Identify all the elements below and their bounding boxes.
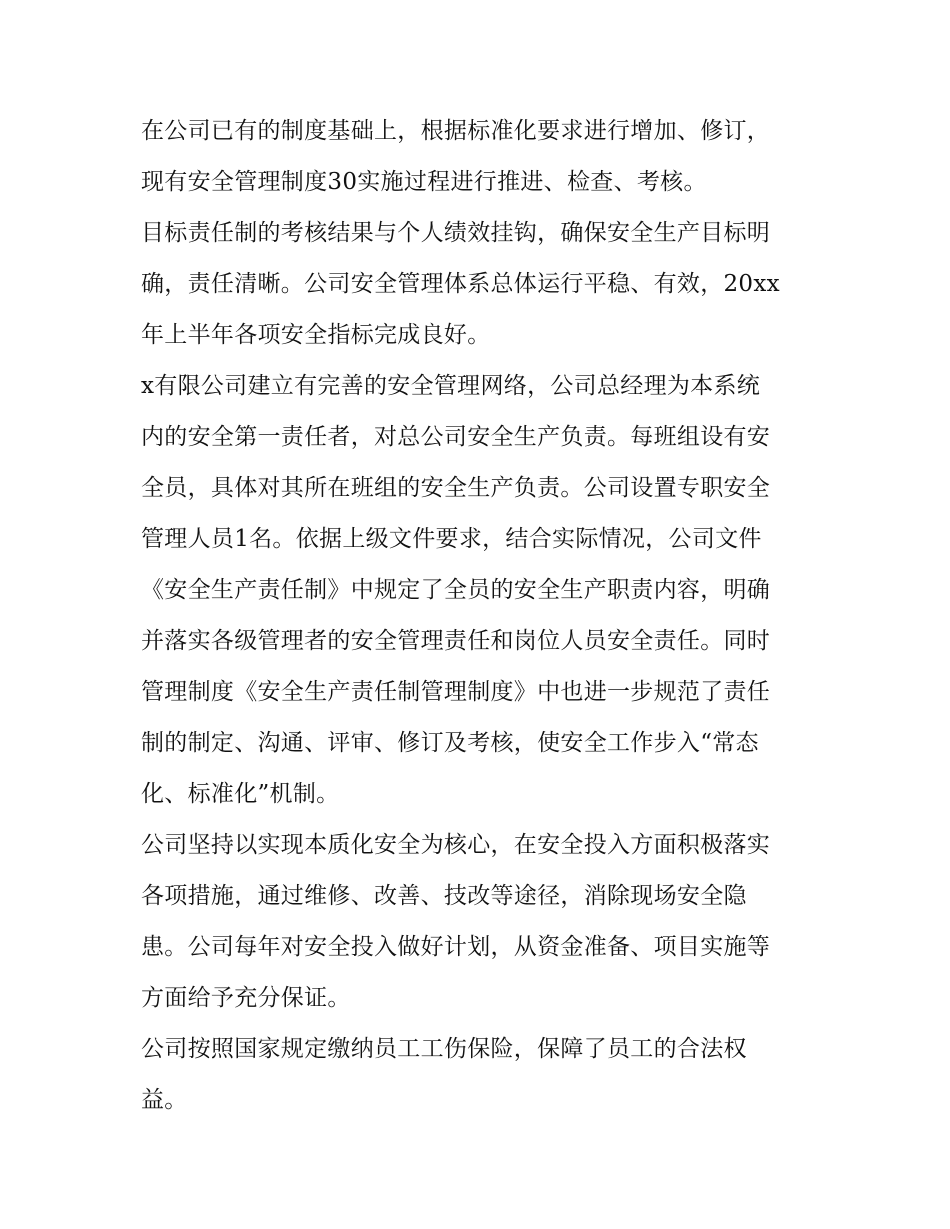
text-line: 并落实各级管理者的安全管理责任和岗位人员安全责任。同时: [141, 628, 771, 654]
document-body: [141, 106, 821, 1126]
text-line: 在公司已有的制度基础上，根据标准化要求进行增加、修订，: [141, 118, 771, 144]
text-line: 确，责任清晰。公司安全管理体系总体运行平稳、有效，20xx: [141, 271, 780, 297]
text-line: 方面给予充分保证。: [141, 985, 351, 1011]
text-line: 现有安全管理制度30实施过程进行推进、检查、考核。: [141, 169, 707, 195]
text-line: 管理制度《安全生产责任制管理制度》中也进一步规范了责任: [141, 679, 771, 705]
text-line: 患。公司每年对安全投入做好计划，从资金准备、项目实施等: [141, 934, 771, 960]
text-line: 各项措施，通过维修、改善、技改等途径，消除现场安全隐: [141, 883, 747, 909]
text-line: 管理人员1名。依据上级文件要求，结合实际情况，公司文件: [141, 526, 762, 552]
text-line: 目标责任制的考核结果与个人绩效挂钩，确保安全生产目标明: [141, 220, 771, 246]
text-line: 制的制定、沟通、评审、修订及考核，使安全工作步入“常态: [141, 730, 759, 756]
text-line: 全员，具体对其所在班组的安全生产负责。公司设置专职安全: [141, 475, 771, 501]
text-line: x有限公司建立有完善的安全管理网络，公司总经理为本系统: [141, 373, 761, 399]
text-line: 年上半年各项安全指标完成良好。: [141, 322, 491, 348]
text-line: 益。: [141, 1087, 188, 1113]
text-line: 公司按照国家规定缴纳员工工伤保险，保障了员工的合法权: [141, 1036, 747, 1062]
text-line: 内的安全第一责任者，对总公司安全生产负责。每班组设有安: [141, 424, 771, 450]
text-line: 化、标准化”机制。: [141, 781, 340, 807]
text-line: 公司坚持以实现本质化安全为核心，在安全投入方面积极落实: [141, 832, 771, 858]
text-line: 《安全生产责任制》中规定了全员的安全生产职责内容，明确: [141, 577, 771, 603]
